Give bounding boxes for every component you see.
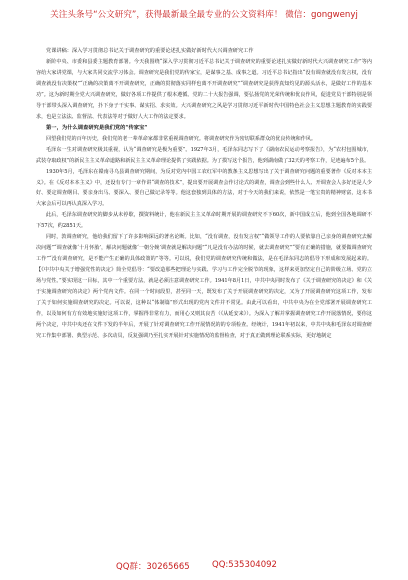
intro-paragraph: 新阶中央、市委和县委主题教育部署。今天我围绕“深入学习贯彻习近平总书记关于调查研究的重要论述扎实做好新时代大兴调查研究工作”等内容给大家讲党课，与大家共同交流学习体会。调查研究是我们党的传家宝，是谋事之基、成事之道。习近平总书记指出“没有调查就没有发言权，没有调查就没有决策权”“正确的决策离不开调查研究，正确的贯彻落实同样也离不开调查研究”“调查研究是获得真知灼见的源头活水，是做好工作的基本功”。这为新时期全党大兴调查研究，做好各项工作提供了根本遵循。党的二十大报告强调，要弘扬党的光荣传统和优良作风，促进党员干部特别是领导干部带头深入调查研究，扑下身子干实事、谋实招、求实效。大兴调查研究之风是学习贯彻习近平新时代中国特色社会主义思想主题教育的实践要求，也是立法法、监督法、代表法等对于做好人大工作的法定要求。 — [36, 59, 372, 120]
header-banner — [0, 0, 408, 44]
paragraph-2: 毛泽东一生对调查研究极其重视，认为“调查研究是极为重要”。1927年3月，毛泽东同志写下了《湖南农民运动考察报告》，为“农村包围城市，武装夺取政权”的新民主主义革命道路和新民主主义革命理论提供了实践依据。为了摸写这个报告，他到湖南做了32天的考察工作，足迹遍布5个县。 — [36, 146, 372, 164]
footer-qq-group: QQ群：30265665 — [116, 562, 190, 572]
paragraph-4: 此后，毛泽东调查研究的脚步从未停歇，撰资料统计，他在新民主主义革命时期开展的调查研究不下60次，新中国成立后，他到全国各地调研不下57次，约2851天。 — [36, 212, 372, 230]
banner-promo-text: 关注头条号“公文研究”，获得最新最全最专业的公文资料库！ 微信：gongwenyj — [50, 10, 358, 20]
paragraph-1: 回望我们党的百年历史，我们党的老一辈革命家都非常重视调查研究。将调查研究作为密切联系群众的优良传统和作风。 — [46, 135, 316, 142]
footer-bar — [0, 556, 408, 578]
footer-qq-contact: QQ:535304092 — [212, 560, 277, 570]
document-title: 党课讲稿：深入学习贯彻总书记关于调查研究的重要论述扎实做好新时代大兴调查研究工作 — [46, 48, 254, 54]
section-heading-1: 第一，为什么调查研究是我们党的“传家宝” — [46, 124, 148, 131]
paragraph-3: 1930年5月，毛泽东在赣南寻乌县调查研究期间，为反对党内中国工农红军中的教条主义思想写出了关于调查研究问题的重要著作《反对本本主义》。在《反对本本主义》中，还设有专门一章作讲“调查的技术”，提出要开展调查会作讨论式的调查，调查会到些什么人、开调查会人多好还是人少好、要定调查纲目、要亲身出马、要深入、要自己做记录等等。他这套独到具体的方法，对于今天的我们来说，依然是一笔宝贵的精神财富，这本书大家会后可以再认真深入学习。 — [36, 168, 372, 208]
document-body — [36, 46, 372, 526]
paragraph-5: 同时，敦调查研究，他给我们留下了许多影响深远的著名论断。比如，“没有调查，没有发言权”“做领导工作的人要依靠自己亲身的调查研究去解决问题”“调查就像‘十月怀胎’，解决问题就像‘一朝分娩’调查就是解决问题”“凡是没有办法的时候，就去调查研究”“要有正确的措施，就要做调查研究工作”“没有调查研究，是不能产生正确的具体政策的”等等。可以说，我们党的调查研究传统和做法，是在毛泽东同志的倡导下形成和发展起来的。【《中共中央关于增强党性的决定》简全党倡导：“要改造那些把理论与实践、学习与工作完全脱节的现象，这样来更加坚定自己的阶级立场、党的立场与党性。”要实现这一目标，其中一个重要方法，就是必须注意调查研究工作。1941年8月1日，中共中央同时发布了《关于调查研究的决定》和《关于实施调查研究的决定》两个党内文件。在同一个时间段里，甚至同一天，既发布了关于开展调查研究的决定，又为了开展调查研究这项工作，发布了关于如何实施调查研究的决定。可以说，这种以“体制篇”形式出现的党内文件并不常见。由此可以看出，中共中央为在全党部署开展调查研究工作，以及如何有方有效地实施好这项工作，掌握得非常有力，而用心又则其良苦（《从延安来》）。为深入了解并掌握调查研究工作开展落情况，要你这两个决定，中共中央还在文件下发的半年后，开展了针对调查研究工作开展情况的的专项检查。经统计，1941年初以来，中共中央和毛泽东对调查研究工作集中部署、典型示范、多次动员，反复强调乃至扎实开展针对实施情况的监督检查，对于真正做到理论联系实际，更好地制定 — [36, 234, 372, 339]
